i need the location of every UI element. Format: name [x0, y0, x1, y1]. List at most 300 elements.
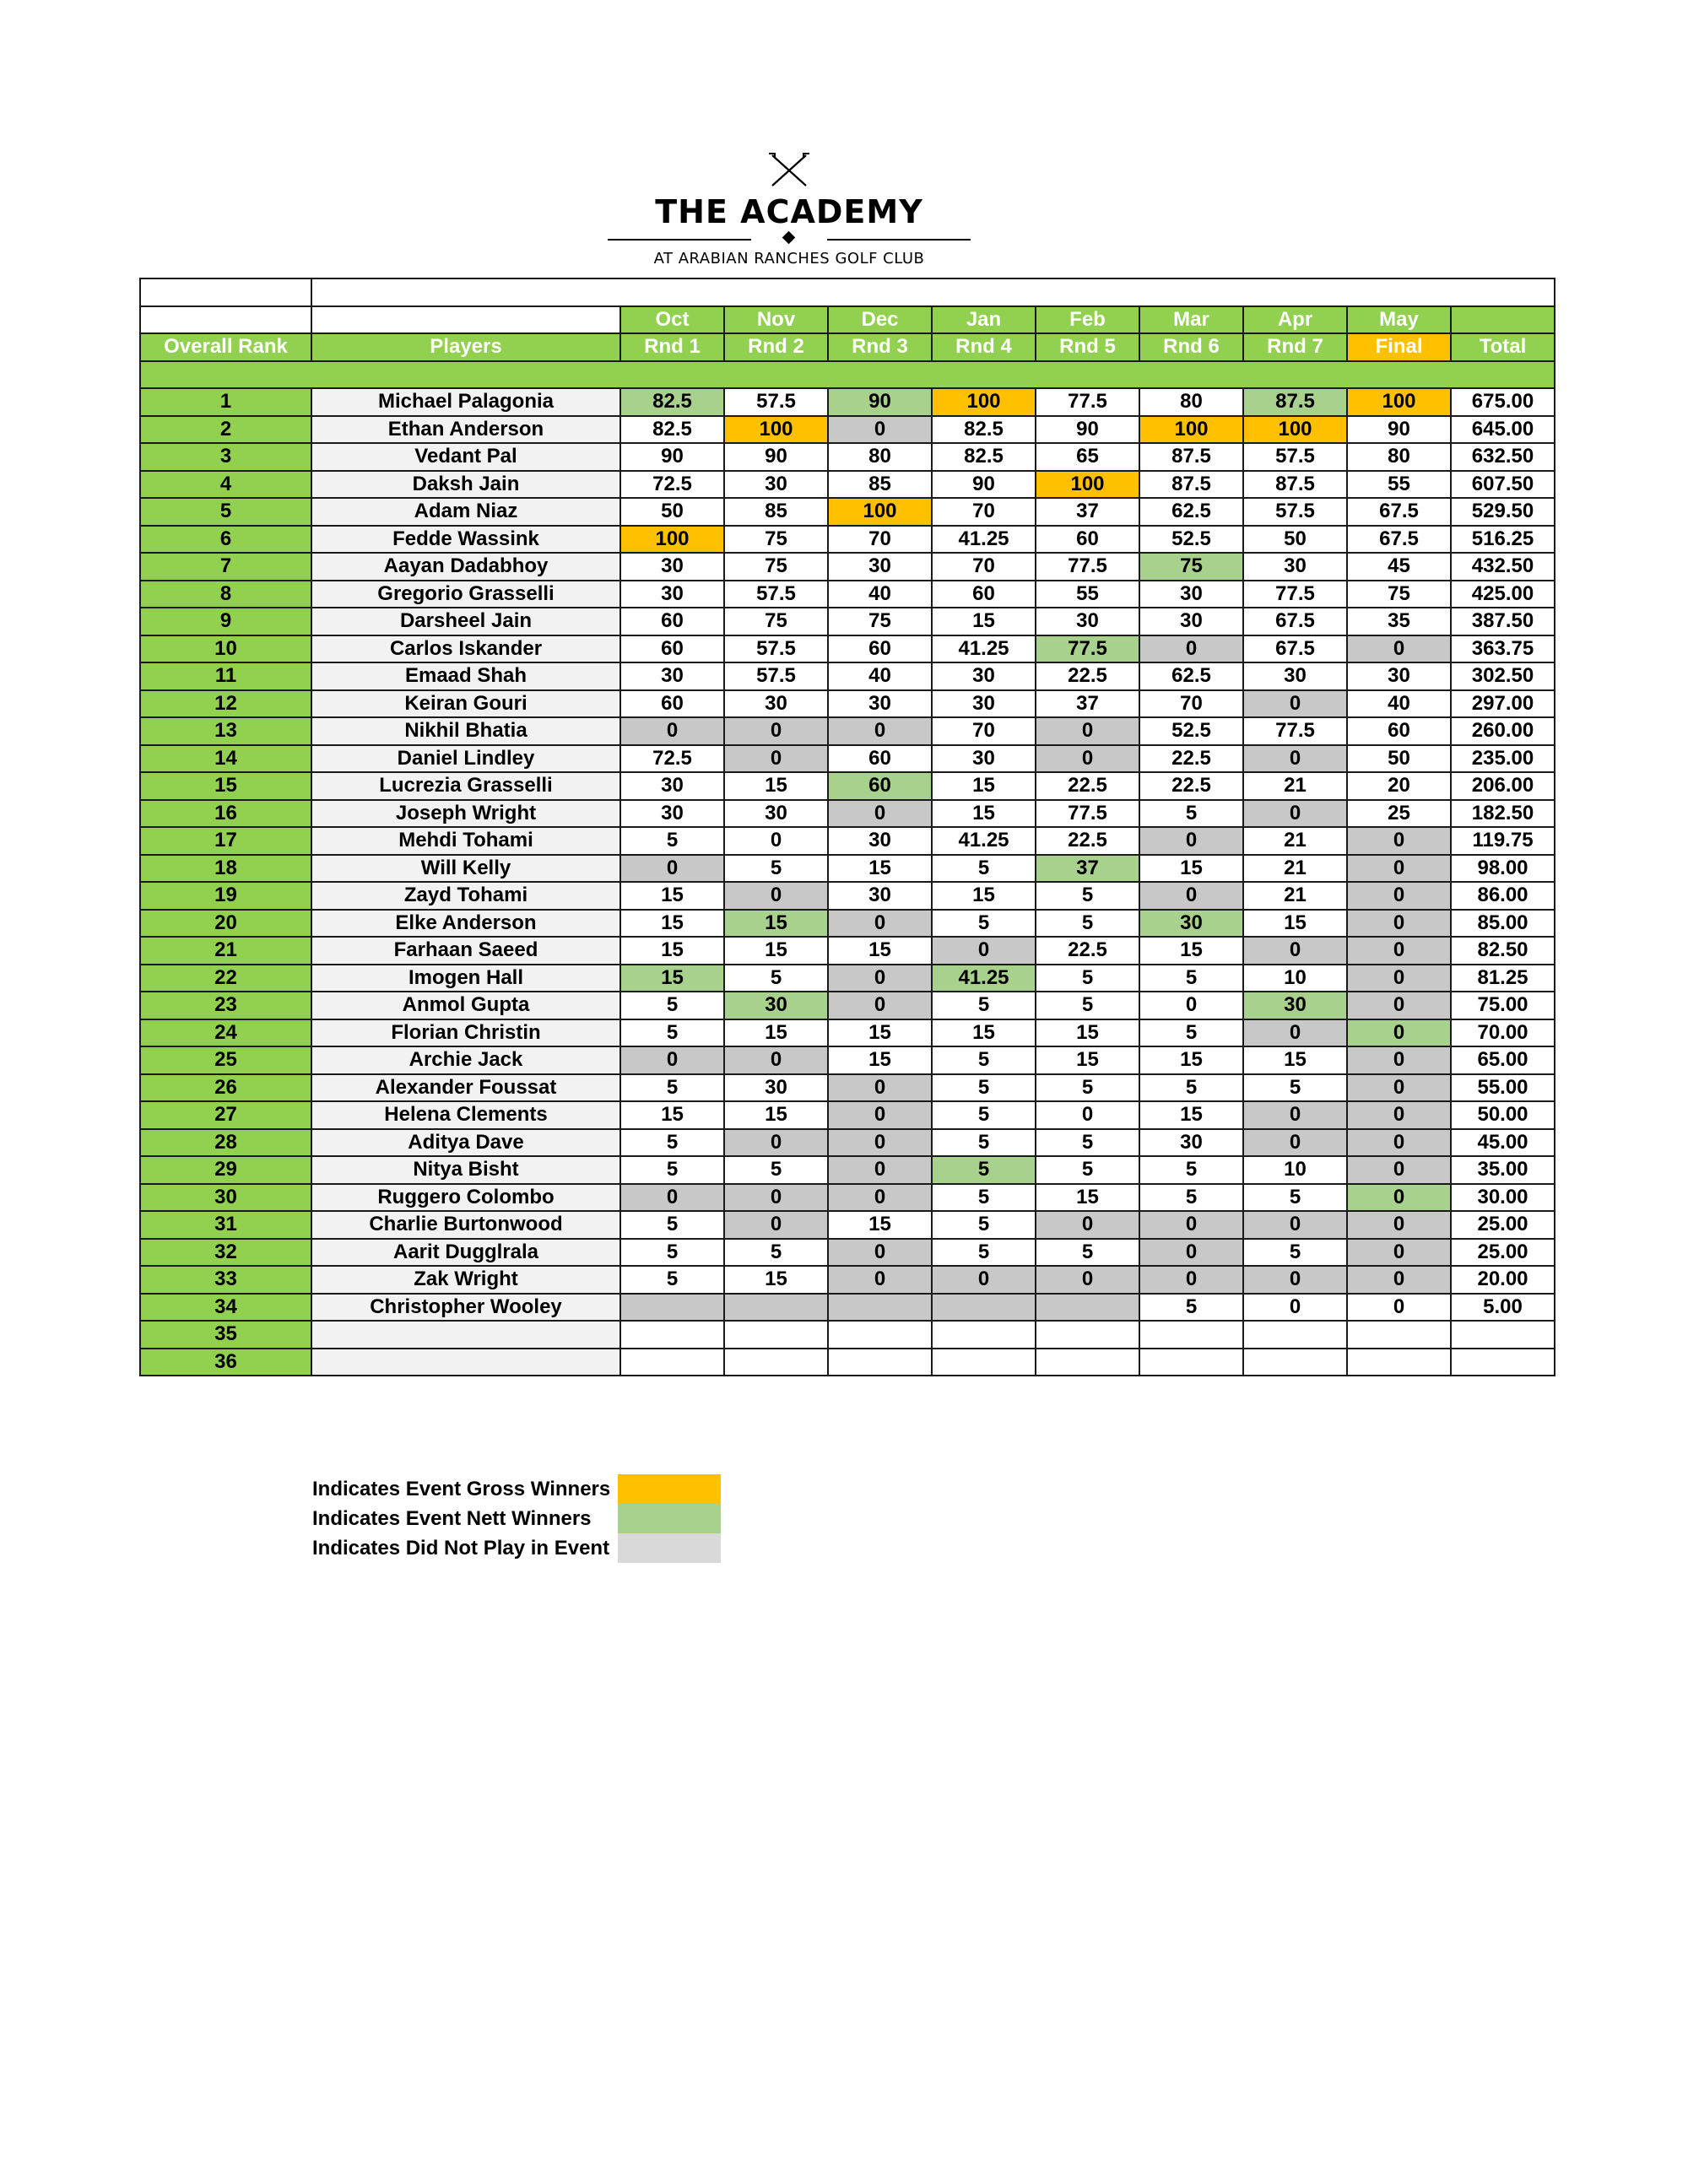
- score-cell: 5: [1139, 1294, 1243, 1322]
- player-name-cell: [311, 1349, 620, 1376]
- score-cell: 100: [1347, 388, 1451, 416]
- score-cell: 30: [724, 1074, 828, 1102]
- rank-cell: 11: [140, 662, 311, 690]
- score-cell: 60: [1347, 717, 1451, 745]
- rank-cell: 28: [140, 1129, 311, 1157]
- score-cell: 15: [724, 1101, 828, 1129]
- score-cell: 0: [1347, 635, 1451, 663]
- player-row: [140, 745, 1555, 773]
- score-cell: 5: [1036, 1074, 1139, 1102]
- total-cell: 529.50: [1451, 498, 1555, 526]
- score-cell: 0: [1036, 717, 1139, 745]
- score-cell: 30: [724, 690, 828, 718]
- score-cell: 21: [1243, 827, 1347, 855]
- player-row: [140, 1321, 1555, 1349]
- legend-label: Indicates Event Nett Winners: [312, 1506, 592, 1530]
- legend-swatch: [618, 1504, 721, 1533]
- score-cell: [1139, 1321, 1243, 1349]
- score-cell: 0: [724, 717, 828, 745]
- score-cell: 0: [828, 1101, 932, 1129]
- score-cell: 15: [932, 772, 1036, 800]
- player-row: [140, 937, 1555, 965]
- score-cell: 5: [1139, 800, 1243, 828]
- score-cell: 0: [1243, 1129, 1347, 1157]
- score-cell: 50: [1243, 526, 1347, 554]
- player-name-cell: Daksh Jain: [311, 471, 620, 499]
- score-cell: 100: [620, 526, 724, 554]
- total-cell: 363.75: [1451, 635, 1555, 663]
- score-cell: 30: [620, 662, 724, 690]
- month-label: Jan: [932, 306, 1036, 334]
- total-cell: 607.50: [1451, 471, 1555, 499]
- score-cell: 87.5: [1243, 471, 1347, 499]
- score-cell: 30: [620, 772, 724, 800]
- score-cell: 85: [828, 471, 932, 499]
- score-cell: 5: [724, 1156, 828, 1184]
- score-cell: 67.5: [1243, 608, 1347, 635]
- player-name-cell: Florian Christin: [311, 1019, 620, 1047]
- player-row: [140, 388, 1555, 416]
- score-cell: [1036, 1294, 1139, 1322]
- column-header-row: [140, 333, 1555, 361]
- player-name-cell: Aditya Dave: [311, 1129, 620, 1157]
- score-cell: 0: [828, 1156, 932, 1184]
- score-cell: 30: [1347, 662, 1451, 690]
- score-cell: [932, 1294, 1036, 1322]
- player-row: [140, 1129, 1555, 1157]
- score-cell: 15: [620, 937, 724, 965]
- player-name-cell: Archie Jack: [311, 1046, 620, 1074]
- score-cell: 15: [1243, 1046, 1347, 1074]
- score-cell: 0: [1139, 827, 1243, 855]
- player-row: [140, 910, 1555, 938]
- player-name-cell: Ruggero Colombo: [311, 1184, 620, 1212]
- score-cell: 15: [1139, 1101, 1243, 1129]
- score-cell: 5: [932, 1046, 1036, 1074]
- score-cell: 15: [932, 882, 1036, 910]
- rank-cell: 32: [140, 1239, 311, 1267]
- score-cell: 0: [828, 1266, 932, 1294]
- score-cell: 21: [1243, 772, 1347, 800]
- score-cell: 0: [828, 910, 932, 938]
- score-cell: 0: [1139, 1211, 1243, 1239]
- score-cell: 5: [620, 1074, 724, 1102]
- score-cell: 5: [1139, 1156, 1243, 1184]
- score-cell: 5: [932, 1074, 1036, 1102]
- total-cell: 5.00: [1451, 1294, 1555, 1322]
- score-cell: 0: [1139, 1239, 1243, 1267]
- score-cell: 5: [1139, 965, 1243, 992]
- total-cell: 82.50: [1451, 937, 1555, 965]
- total-cell: 75.00: [1451, 992, 1555, 1019]
- score-cell: 67.5: [1243, 635, 1347, 663]
- total-cell: 432.50: [1451, 553, 1555, 581]
- score-cell: 15: [724, 937, 828, 965]
- score-cell: 0: [1243, 1266, 1347, 1294]
- score-cell: 30: [1139, 910, 1243, 938]
- score-cell: 87.5: [1139, 471, 1243, 499]
- player-row: [140, 1349, 1555, 1376]
- score-cell: [1036, 1349, 1139, 1376]
- score-cell: 87.5: [1139, 443, 1243, 471]
- score-cell: 5: [724, 965, 828, 992]
- player-row: [140, 1211, 1555, 1239]
- total-cell: 85.00: [1451, 910, 1555, 938]
- total-cell: 425.00: [1451, 581, 1555, 608]
- score-cell: 65: [1036, 443, 1139, 471]
- score-cell: [828, 1349, 932, 1376]
- score-cell: 0: [724, 1184, 828, 1212]
- score-cell: 15: [1036, 1184, 1139, 1212]
- player-row: [140, 717, 1555, 745]
- score-cell: 57.5: [1243, 443, 1347, 471]
- score-cell: 60: [620, 690, 724, 718]
- score-cell: 0: [1243, 1211, 1347, 1239]
- score-cell: [932, 1321, 1036, 1349]
- score-cell: 15: [620, 882, 724, 910]
- score-cell: 5: [620, 1266, 724, 1294]
- total-cell: 675.00: [1451, 388, 1555, 416]
- rank-cell: 25: [140, 1046, 311, 1074]
- score-cell: 0: [1347, 1129, 1451, 1157]
- legend-swatch: [618, 1474, 721, 1504]
- total-cell: 119.75: [1451, 827, 1555, 855]
- score-cell: 37: [1036, 690, 1139, 718]
- score-cell: 22.5: [1139, 745, 1243, 773]
- score-cell: 0: [828, 1129, 932, 1157]
- score-cell: 0: [828, 965, 932, 992]
- score-cell: 0: [828, 800, 932, 828]
- legend-label: Indicates Event Gross Winners: [312, 1477, 611, 1500]
- score-cell: 15: [620, 965, 724, 992]
- score-cell: 60: [932, 581, 1036, 608]
- score-cell: 5: [1036, 1129, 1139, 1157]
- score-cell: 100: [1243, 416, 1347, 444]
- score-cell: 30: [932, 690, 1036, 718]
- score-cell: 100: [724, 416, 828, 444]
- score-cell: 0: [1347, 1101, 1451, 1129]
- score-cell: 5: [932, 1239, 1036, 1267]
- score-cell: 0: [620, 1046, 724, 1074]
- score-cell: 67.5: [1347, 526, 1451, 554]
- score-cell: 57.5: [1243, 498, 1347, 526]
- player-row: [140, 662, 1555, 690]
- score-cell: 75: [724, 553, 828, 581]
- rank-cell: 22: [140, 965, 311, 992]
- score-cell: [724, 1294, 828, 1322]
- score-cell: 90: [620, 443, 724, 471]
- player-row: [140, 1239, 1555, 1267]
- total-cell: 206.00: [1451, 772, 1555, 800]
- score-cell: 45: [1347, 553, 1451, 581]
- player-name-cell: Michael Palagonia: [311, 388, 620, 416]
- rank-cell: 5: [140, 498, 311, 526]
- total-cell: [1451, 1321, 1555, 1349]
- score-cell: 15: [828, 1211, 932, 1239]
- score-cell: 0: [1347, 937, 1451, 965]
- rank-cell: 13: [140, 717, 311, 745]
- score-cell: 70: [932, 498, 1036, 526]
- logo-divider: [608, 230, 971, 250]
- score-cell: 0: [1243, 690, 1347, 718]
- score-cell: 5: [1036, 1239, 1139, 1267]
- score-cell: 90: [932, 471, 1036, 499]
- total-cell: 302.50: [1451, 662, 1555, 690]
- score-cell: 55: [1036, 581, 1139, 608]
- score-cell: 60: [828, 745, 932, 773]
- score-cell: [1243, 1321, 1347, 1349]
- score-cell: 5: [1243, 1074, 1347, 1102]
- total-cell: 182.50: [1451, 800, 1555, 828]
- player-row: [140, 608, 1555, 635]
- score-cell: 0: [1347, 910, 1451, 938]
- rank-cell: 36: [140, 1349, 311, 1376]
- score-cell: 70: [932, 553, 1036, 581]
- score-cell: 57.5: [724, 388, 828, 416]
- total-cell: 20.00: [1451, 1266, 1555, 1294]
- rank-header: Overall Rank: [140, 333, 311, 361]
- player-name-cell: Mehdi Tohami: [311, 827, 620, 855]
- score-cell: 70: [932, 717, 1036, 745]
- score-cell: 0: [620, 1184, 724, 1212]
- score-cell: 100: [932, 388, 1036, 416]
- round-header: Rnd 5: [1036, 333, 1139, 361]
- score-cell: [1347, 1321, 1451, 1349]
- player-row: [140, 772, 1555, 800]
- score-cell: 0: [724, 1046, 828, 1074]
- score-cell: 21: [1243, 855, 1347, 883]
- score-cell: 10: [1243, 1156, 1347, 1184]
- month-label: Feb: [1036, 306, 1139, 334]
- score-cell: 0: [828, 416, 932, 444]
- score-cell: 0: [1243, 1101, 1347, 1129]
- score-cell: 0: [1347, 1294, 1451, 1322]
- score-cell: 50: [620, 498, 724, 526]
- month-label: Apr: [1243, 306, 1347, 334]
- player-name-cell: Aayan Dadabhoy: [311, 553, 620, 581]
- player-row: [140, 581, 1555, 608]
- player-row: [140, 1046, 1555, 1074]
- score-cell: 30: [1243, 992, 1347, 1019]
- score-cell: 77.5: [1243, 581, 1347, 608]
- player-name-cell: Aarit Dugglrala: [311, 1239, 620, 1267]
- score-cell: 5: [724, 855, 828, 883]
- score-cell: 30: [932, 662, 1036, 690]
- score-cell: 0: [1243, 745, 1347, 773]
- total-cell: 55.00: [1451, 1074, 1555, 1102]
- legend-item: [312, 1533, 721, 1563]
- player-name-cell: Ethan Anderson: [311, 416, 620, 444]
- score-cell: 60: [828, 635, 932, 663]
- score-cell: 15: [1139, 1046, 1243, 1074]
- score-cell: 77.5: [1036, 553, 1139, 581]
- player-name-cell: Nikhil Bhatia: [311, 717, 620, 745]
- rank-cell: 26: [140, 1074, 311, 1102]
- score-cell: 57.5: [724, 662, 828, 690]
- score-cell: 15: [620, 1101, 724, 1129]
- score-cell: 5: [932, 1156, 1036, 1184]
- total-cell: 516.25: [1451, 526, 1555, 554]
- score-cell: 0: [620, 855, 724, 883]
- score-cell: 0: [1243, 1294, 1347, 1322]
- score-cell: 15: [932, 1019, 1036, 1047]
- score-cell: 75: [724, 608, 828, 635]
- score-cell: 87.5: [1243, 388, 1347, 416]
- score-cell: 0: [724, 1211, 828, 1239]
- rank-cell: 15: [140, 772, 311, 800]
- legend-label: Indicates Did Not Play in Event: [312, 1536, 610, 1560]
- score-cell: [1139, 1349, 1243, 1376]
- score-cell: 77.5: [1243, 717, 1347, 745]
- score-cell: 80: [828, 443, 932, 471]
- score-cell: 0: [1036, 1266, 1139, 1294]
- player-name-cell: Alexander Foussat: [311, 1074, 620, 1102]
- score-cell: 0: [1139, 635, 1243, 663]
- score-cell: 0: [1347, 1074, 1451, 1102]
- score-cell: 15: [932, 608, 1036, 635]
- score-cell: 30: [1139, 608, 1243, 635]
- rank-cell: 31: [140, 1211, 311, 1239]
- score-cell: 0: [1347, 1156, 1451, 1184]
- score-cell: 5: [724, 1239, 828, 1267]
- player-row: [140, 827, 1555, 855]
- score-cell: 35: [1347, 608, 1451, 635]
- score-cell: 90: [1036, 416, 1139, 444]
- score-cell: 5: [1243, 1239, 1347, 1267]
- score-cell: 82.5: [932, 416, 1036, 444]
- player-row: [140, 690, 1555, 718]
- score-cell: 90: [724, 443, 828, 471]
- player-name-cell: Keiran Gouri: [311, 690, 620, 718]
- score-cell: 5: [1139, 1074, 1243, 1102]
- score-cell: 15: [724, 1019, 828, 1047]
- score-cell: 15: [724, 772, 828, 800]
- score-cell: 5: [620, 1129, 724, 1157]
- score-cell: 85: [724, 498, 828, 526]
- score-cell: 0: [828, 717, 932, 745]
- player-row: [140, 965, 1555, 992]
- score-cell: 5: [1139, 1019, 1243, 1047]
- score-cell: 41.25: [932, 965, 1036, 992]
- round-header: Rnd 1: [620, 333, 724, 361]
- score-cell: 22.5: [1036, 662, 1139, 690]
- player-row: [140, 553, 1555, 581]
- logo-subtitle: AT ARABIAN RANCHES GOLF CLUB: [653, 250, 925, 268]
- rank-cell: 30: [140, 1184, 311, 1212]
- score-cell: 30: [932, 745, 1036, 773]
- score-cell: 5: [932, 855, 1036, 883]
- rank-cell: 33: [140, 1266, 311, 1294]
- academy-logo: [608, 152, 971, 287]
- score-cell: 70: [1139, 690, 1243, 718]
- player-row: [140, 471, 1555, 499]
- total-cell: 645.00: [1451, 416, 1555, 444]
- rank-cell: 12: [140, 690, 311, 718]
- score-cell: 70: [828, 526, 932, 554]
- score-cell: 50: [1347, 745, 1451, 773]
- score-cell: [724, 1321, 828, 1349]
- score-cell: 15: [1036, 1046, 1139, 1074]
- player-row: [140, 1184, 1555, 1212]
- score-cell: 15: [1139, 937, 1243, 965]
- player-name-cell: Carlos Iskander: [311, 635, 620, 663]
- score-cell: 22.5: [1036, 827, 1139, 855]
- score-cell: 15: [724, 1266, 828, 1294]
- score-cell: 0: [1243, 937, 1347, 965]
- total-cell: 35.00: [1451, 1156, 1555, 1184]
- players-header: Players: [311, 333, 620, 361]
- player-name-cell: Adam Niaz: [311, 498, 620, 526]
- score-cell: [1347, 1349, 1451, 1376]
- player-name-cell: Joseph Wright: [311, 800, 620, 828]
- score-cell: 0: [724, 745, 828, 773]
- score-cell: 0: [1139, 882, 1243, 910]
- total-cell: 81.25: [1451, 965, 1555, 992]
- score-cell: [724, 1349, 828, 1376]
- score-cell: 82.5: [620, 416, 724, 444]
- rank-cell: 34: [140, 1294, 311, 1322]
- score-cell: 0: [724, 1129, 828, 1157]
- legend-item: [312, 1474, 721, 1504]
- score-cell: 75: [828, 608, 932, 635]
- player-name-cell: Imogen Hall: [311, 965, 620, 992]
- score-cell: 77.5: [1036, 388, 1139, 416]
- round-header: Rnd 7: [1243, 333, 1347, 361]
- score-cell: 15: [828, 937, 932, 965]
- score-cell: 0: [828, 992, 932, 1019]
- leaderboard-table: [139, 278, 1555, 1376]
- rank-cell: 9: [140, 608, 311, 635]
- score-cell: 0: [1139, 992, 1243, 1019]
- legend-item: [312, 1504, 721, 1533]
- month-label: Oct: [620, 306, 724, 334]
- player-row: [140, 443, 1555, 471]
- player-name-cell: Darsheel Jain: [311, 608, 620, 635]
- score-cell: 72.5: [620, 471, 724, 499]
- score-cell: 82.5: [932, 443, 1036, 471]
- score-cell: 67.5: [1347, 498, 1451, 526]
- score-cell: 30: [1243, 553, 1347, 581]
- score-cell: 22.5: [1036, 772, 1139, 800]
- player-row: [140, 1019, 1555, 1047]
- player-row: [140, 1074, 1555, 1102]
- crossed-golf-clubs-icon: [767, 152, 811, 189]
- player-name-cell: Vedant Pal: [311, 443, 620, 471]
- score-cell: 0: [1036, 1211, 1139, 1239]
- score-cell: 100: [1139, 416, 1243, 444]
- score-cell: 0: [1347, 882, 1451, 910]
- score-cell: [828, 1294, 932, 1322]
- legend: [312, 1474, 721, 1563]
- score-cell: 41.25: [932, 635, 1036, 663]
- score-cell: 72.5: [620, 745, 724, 773]
- total-cell: 45.00: [1451, 1129, 1555, 1157]
- score-cell: 15: [1139, 855, 1243, 883]
- player-row: [140, 635, 1555, 663]
- total-cell: 260.00: [1451, 717, 1555, 745]
- score-cell: 75: [724, 526, 828, 554]
- rank-cell: 10: [140, 635, 311, 663]
- score-cell: 52.5: [1139, 717, 1243, 745]
- score-cell: 80: [1139, 388, 1243, 416]
- rank-cell: 24: [140, 1019, 311, 1047]
- score-cell: 0: [1347, 855, 1451, 883]
- score-cell: 5: [620, 1239, 724, 1267]
- rank-cell: 14: [140, 745, 311, 773]
- score-cell: 5: [932, 1129, 1036, 1157]
- player-name-cell: Charlie Burtonwood: [311, 1211, 620, 1239]
- score-cell: 0: [1347, 1239, 1451, 1267]
